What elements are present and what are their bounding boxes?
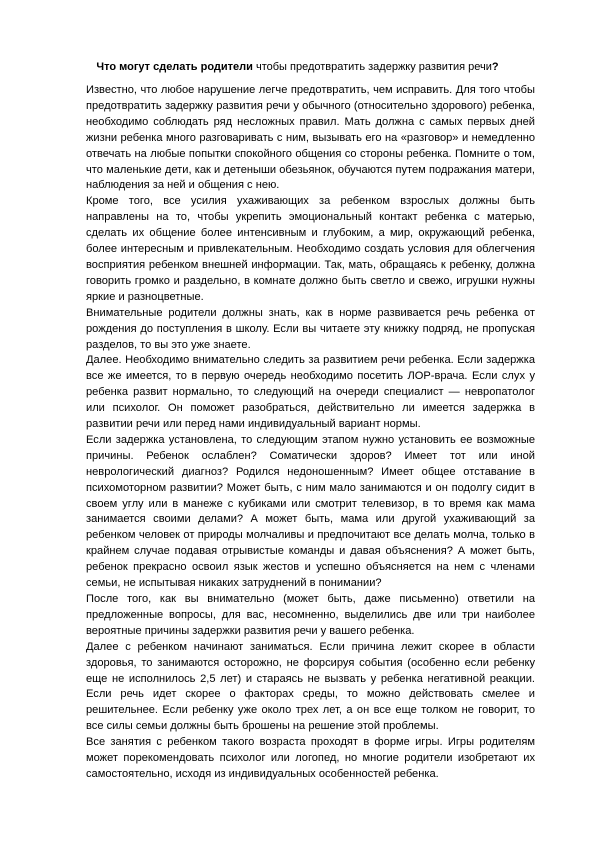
paragraph-1: Известно, что любое нарушение легче предотвратить, чем исправить. Для того чтобы предотвратить задержку развития речи у обычного (относительно здорового) ребенка, необходимо соблюдать ряд несложных правил. Мать должна с самых первых дней жизни ребенка много разговаривать с ним, вызывать его на «разговор» и немедленно отвечать на любые попытки спокойного общения со стороны ребенка. Помните о том, что маленькие дети, как и детеныши обезьянок, обучаются путем подражания матери, наблюдения за ней и общения с нею. [86, 84, 535, 192]
paragraph-5: Если задержка установлена, то следующим этапом нужно установить ее возможные причины. Ребенок ослаблен? Соматически здоров? Имеет тот или иной неврологический диагноз? Родился недоношенным? Имеет общее отставание в психомоторном развитии? Может быть, с ним мало занимаются и он подолгу сидит в своем углу или в манеже с кубиками или смотрит телевизор, в то время как мама занимается своими делами? А может быть, мама или другой ухаживающий за ребенком человек от природы молчаливы и предпочитают все делать молча, только в крайнем случае подавая отрывистые команды и давая объяснения? А может быть, ребенок прекрасно освоил язык жестов и успешно объясняется на нем с членами семьи, не испытывая никаких затруднений в понимании? [86, 433, 535, 590]
article-body [86, 83, 535, 783]
title-bold-part: Что могут сделать родители [96, 61, 253, 73]
title-question-mark: ? [491, 61, 499, 73]
paragraph-8: Все занятия с ребенком такого возраста проходят в форме игры. Игры родителям может порекомендовать психолог или логопед, но многие родители изобретают их самостоятельно, исходя из индивидуальных особенностей ребенка. [86, 736, 535, 780]
paragraph-3: Внимательные родители должны знать, как в норме развивается речь ребенка от рождения до поступления в школу. Если вы читаете эту книжку подряд, не пропуская разделов, то вы это уже знаете. [86, 306, 535, 351]
paragraph-6: После того, как вы внимательно (может быть, даже письменно) ответили на предложенные вопросы, для вас, несомненно, выделились две или три наиболее вероятные причины задержки развития речи у вашего ребенка. [86, 593, 535, 637]
paragraph-7: Далее с ребенком начинают заниматься. Если причина лежит скорее в области здоровья, то занимаются осторожно, не форсируя события (особенно если ребенку еще не исполнилось 2,5 лет) и стараясь не вызвать у ребенка негативной реакции. Если речь идет скорее о факторах среды, то можно действовать смелее и решительнее. Если ребенку уже около трех лет, а он все еще толком не говорит, то все силы семьи должны быть брошены на решение этой проблемы. [86, 640, 535, 733]
page-title [60, 60, 535, 74]
paragraph-2: Кроме того, все усилия ухаживающих за ребенком взрослых должны быть направлены на то, чтобы укрепить эмоциональный контакт ребенка с матерью, сделать их общение более интенсивным и глубоким, а мир, окружающий ребенка, более интересным и привлекательным. Необходимо создать условия для облегчения восприятия ребенком внешней информации. Так, мать, обращаясь к ребенку, должна говорить громко и раздельно, в комнате должно быть светло и свежо, игрушки нужны яркие и разноцветные. [86, 195, 535, 303]
title-normal-part: чтобы предотвратить задержку развития речи [252, 61, 492, 73]
paragraph-4: Далее. Необходимо внимательно следить за развитием речи ребенка. Если задержка все же имеется, то в первую очередь необходимо посетить ЛОР-врача. Если слух у ребенка развит нормально, то следующий на очереди специалист — невропатолог или психолог. Он поможет разобраться, действительно ли имеется задержка в развитии речи или перед нами индивидуальный вариант нормы. [86, 354, 535, 431]
